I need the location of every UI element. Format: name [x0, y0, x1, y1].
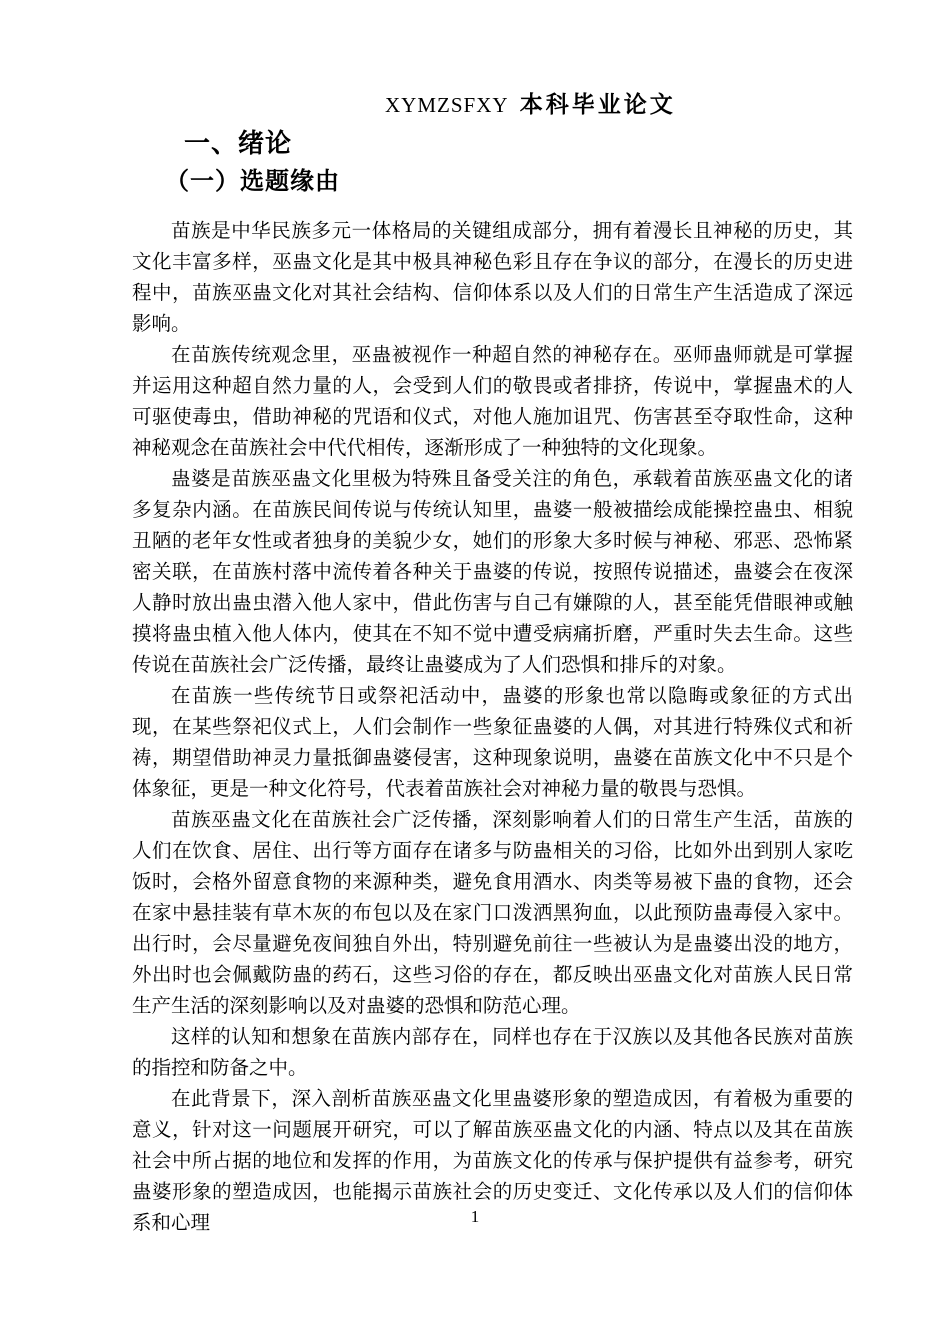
paragraph: 在苗族一些传统节日或祭祀活动中，蛊婆的形象也常以隐晦或象征的方式出现，在某些祭祀仪式上，人们会制作一些象征蛊婆的人偶，对其进行特殊仪式和祈祷，期望借助神灵力量抵御蛊婆侵害，这种现象说明，蛊婆在苗族文化中不只是个体象征，更是一种文化符号，代表着苗族社会对神秘力量的敬畏与恐惧。 — [132, 686, 853, 800]
body-text — [132, 216, 853, 1239]
paragraph: 苗族是中华民族多元一体格局的关键组成部分，拥有着漫长且神秘的历史，其文化丰富多样，巫蛊文化是其中极具神秘色彩且存在争议的部分，在漫长的历史进程中，苗族巫蛊文化对其社会结构、信仰体系以及人们的日常生产生活造成了深远影响。 — [132, 221, 853, 335]
section-heading: 一、绪论 — [184, 128, 293, 158]
paragraph: 在此背景下，深入剖析苗族巫蛊文化里蛊婆形象的塑造成因，有着极为重要的意义，针对这一问题展开研究，可以了解苗族巫蛊文化的内涵、特点以及其在苗族社会中所占据的地位和发挥的作用，为苗族文化的传承与保护提供有益参考，研究蛊婆形象的塑造成因，也能揭示苗族社会的历史变迁、文化传承以及人们的信仰体系和心理 — [132, 1089, 853, 1234]
subsection-heading: （一）选题缘由 — [165, 168, 340, 195]
paragraph: 苗族巫蛊文化在苗族社会广泛传播，深刻影响着人们的日常生产生活，苗族的人们在饮食、居住、出行等方面存在诸多与防蛊相关的习俗，比如外出到别人家吃饭时，会格外留意食物的来源种类，避免食用酒水、肉类等易被下蛊的食物，还会在家中悬挂装有草木灰的布包以及在家门口泼洒黑狗血，以此预防蛊毒侵入家中。出行时，会尽量避免夜间独自外出，特别避免前往一些被认为是蛊婆出没的地方，外出时也会佩戴防蛊的药石，这些习俗的存在，都反映出巫蛊文化对苗族人民日常生产生活的深刻影响以及对蛊婆的恐惧和防范心理。 — [132, 810, 853, 1017]
page-number: 1 — [470, 1207, 480, 1226]
paragraph: 这样的认知和想象在苗族内部存在，同样也存在于汉族以及其他各民族对苗族的指控和防备之中。 — [132, 1027, 853, 1079]
document-header — [385, 92, 676, 118]
paragraph: 蛊婆是苗族巫蛊文化里极为特殊且备受关注的角色，承载着苗族巫蛊文化的诸多复杂内涵。在苗族民间传说与传统认知里，蛊婆一般被描绘成能操控蛊虫、相貌丑陋的老年女性或者独身的美貌少女，她们的形象大多时候与神秘、邪恶、恐怖紧密关联，在苗族村落中流传着各种关于蛊婆的传说，按照传说描述，蛊婆会在夜深人静时放出蛊虫潜入他人家中，借此伤害与自己有嫌隙的人，甚至能凭借眼神或触摸将蛊虫植入他人体内，使其在不知不觉中遭受病痛折磨，严重时失去生命。这些传说在苗族社会广泛传播，最终让蛊婆成为了人们恐惧和排斥的对象。 — [132, 469, 853, 676]
header-title: 本科毕业论文 — [519, 92, 676, 117]
header-code: XYMZSFXY — [385, 93, 509, 117]
paragraph: 在苗族传统观念里，巫蛊被视作一种超自然的神秘存在。巫师蛊师就是可掌握并运用这种超自然力量的人，会受到人们的敬畏或者排挤，传说中，掌握蛊术的人可驱使毒虫，借助神秘的咒语和仪式，对他人施加诅咒、伤害甚至夺取性命，这种神秘观念在苗族社会中代代相传，逐渐形成了一种独特的文化现象。 — [132, 345, 853, 459]
